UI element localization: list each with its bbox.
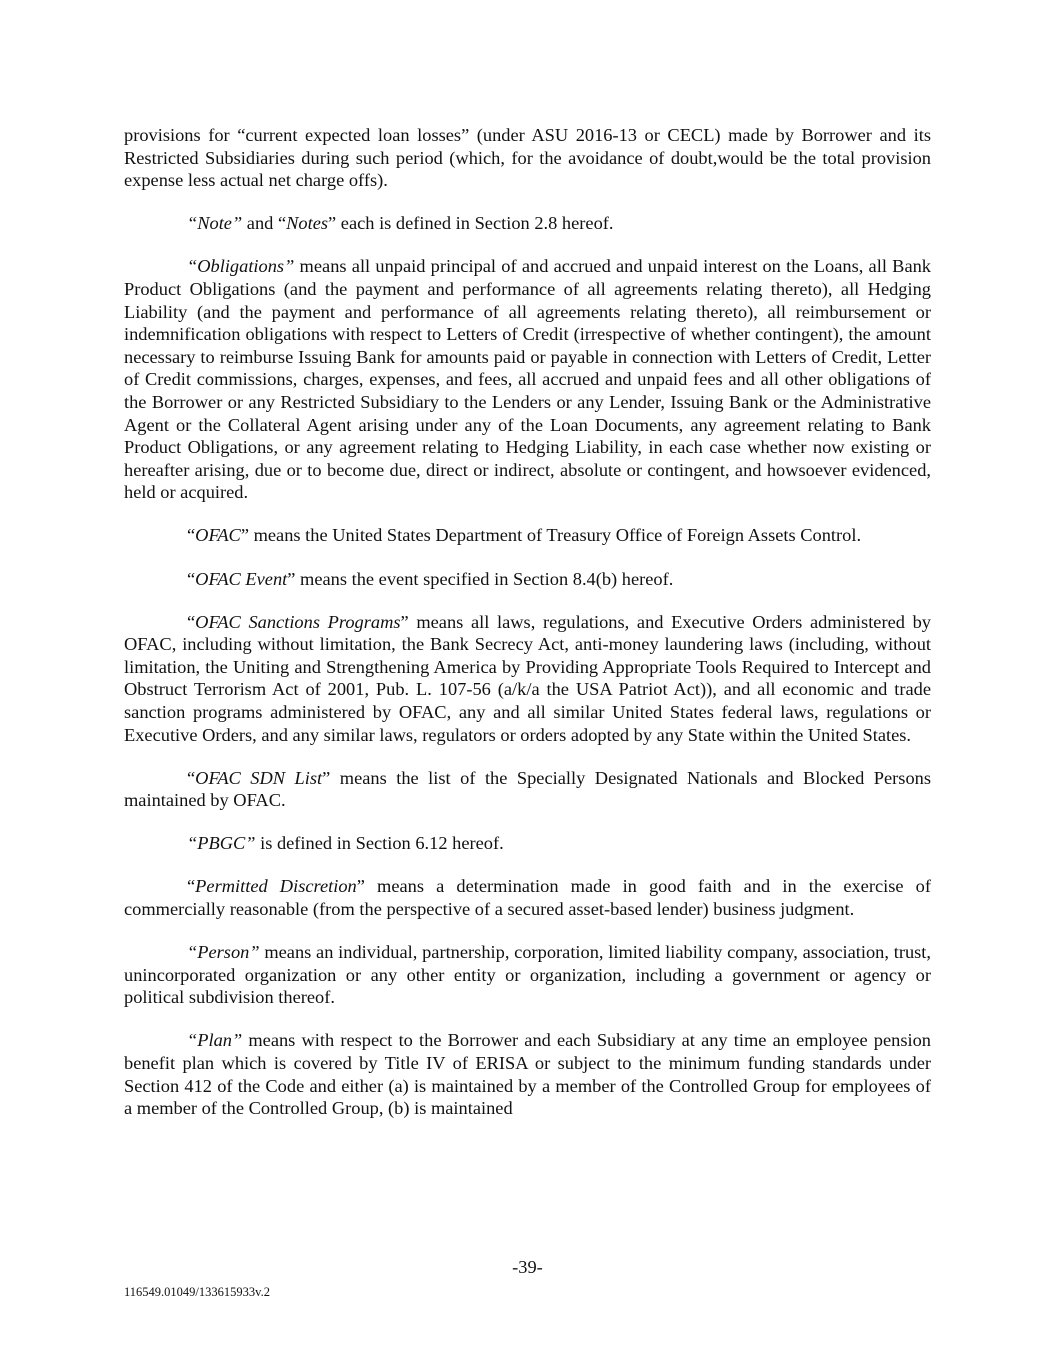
defined-term-obligations: Obligations” — [197, 256, 295, 277]
definition-permitted-discretion — [124, 875, 931, 920]
definition-text: means with respect to the Borrower and each Subsidiary at any time an employee pension benefit plan which is covered by Title IV of ERISA or subject to the minimum funding standards under Section 412 of the Code and either (a) is maintained by a member of the Controlled Group for employees of a member of the Controlled Group, (b) is maintained — [124, 1030, 931, 1119]
paragraph-cecl-continuation — [124, 124, 931, 192]
term-open-quote: “ — [187, 833, 198, 854]
defined-term-ofac-sanctions-programs: OFAC Sanctions Programs — [195, 611, 401, 632]
definition-ofac-event — [124, 568, 931, 591]
defined-term-plan: Plan” — [197, 1030, 243, 1051]
definition-connector: and “ — [242, 213, 287, 234]
defined-term-notes: Notes — [286, 213, 329, 234]
term-open-quote: “ — [187, 942, 198, 963]
definition-text: means an individual, partnership, corporation, limited liability company, association, trust, unincorporated organization or any other entity or organization, including a government or agency or political subdivision thereof. — [124, 942, 931, 1008]
defined-term-ofac-event: OFAC Event — [195, 568, 288, 589]
definition-text: ” means all laws, regulations, and Executive Orders administered by OFAC, including without limitation, the Bank Secrecy Act, anti-money laundering laws (including, without limitation, the Uniting and Strengthening America by Providing Appropriate Tools Required to Intercept and Obstruct Terrorism Act of 2001, Pub. L. 107-56 (a/k/a the USA Patriot Act)), and all economic and trade sanction programs administered by OFAC, any and all similar United States federal laws, regulations or Executive Orders, and any similar laws, regulators or orders adopted by any State within the United States. — [124, 611, 931, 745]
definition-text: ” means the United States Department of Treasury Office of Foreign Assets Control. — [240, 525, 862, 546]
term-open-quote: “ — [187, 213, 198, 234]
defined-term-ofac: OFAC — [195, 525, 241, 546]
definition-ofac-sdn-list — [124, 767, 931, 812]
defined-term-pbgc: PBGC” — [197, 833, 256, 854]
paragraph-text: provisions for “current expected loan losses” (under ASU 2016-13 or CECL) made by Borrower and its Restricted Subsidiaries during such period (which, for the avoidance of doubt,would be the total provision expense less actual net charge offs). — [124, 125, 931, 191]
defined-term-permitted-discretion: Permitted Discretion — [195, 876, 357, 897]
defined-term-ofac-sdn-list: OFAC SDN List — [195, 767, 323, 788]
document-body — [124, 124, 931, 1140]
term-open-quote: “ — [187, 611, 196, 632]
definition-person — [124, 941, 931, 1009]
definition-note — [124, 212, 931, 235]
definition-text: ” each is defined in Section 2.8 hereof. — [328, 213, 614, 234]
page-number: -39- — [512, 1257, 543, 1277]
term-open-quote: “ — [187, 876, 196, 897]
definition-text: is defined in Section 6.12 hereof. — [255, 833, 504, 854]
definition-ofac-sanctions-programs — [124, 611, 931, 747]
definition-text: ” means a determination made in good faith and in the exercise of commercially reasonable (from the perspective of a secured asset-based lender) business judgment. — [124, 876, 931, 920]
document-id-footer: 116549.01049/133615933v.2 — [124, 1285, 270, 1299]
definition-text: ” means the event specified in Section 8.4(b) hereof. — [287, 568, 674, 589]
term-open-quote: “ — [187, 525, 196, 546]
term-open-quote: “ — [187, 1030, 198, 1051]
term-open-quote: “ — [187, 767, 196, 788]
definition-obligations — [124, 255, 931, 504]
definition-ofac — [124, 524, 931, 547]
definition-plan — [124, 1029, 931, 1119]
definition-text: ” means the list of the Specially Designated Nationals and Blocked Persons maintained by OFAC. — [124, 767, 931, 811]
term-open-quote: “ — [187, 256, 198, 277]
definition-text: means all unpaid principal of and accrued and unpaid interest on the Loans, all Bank Product Obligations (and the payment and performance of all agreements relating thereto), all Hedging Liability (and the payment and performance of all agreements relating thereto), all reimbursement or indemnification obligations with respect to Letters of Credit (irrespective of whether contingent), the amount necessary to reimburse Issuing Bank for amounts paid or payable in connection with Letters of Credit, Letter of Credit commissions, charges, expenses, and fees, all accrued and unpaid fees and all other obligations of the Borrower or any Restricted Subsidiary to the Lenders or any Lender, Issuing Bank or the Administrative Agent or the Collateral Agent arising under any of the Loan Documents, any agreement relating to Bank Product Obligations, or any agreement relating to Hedging Liability, in each case whether now existing or hereafter arising, due or to become due, direct or indirect, absolute or contingent, and howsoever evidenced, held or acquired. — [124, 256, 931, 503]
defined-term-person: Person” — [197, 942, 260, 963]
defined-term-note: Note” — [197, 213, 243, 234]
definition-pbgc — [124, 832, 931, 855]
term-open-quote: “ — [187, 568, 196, 589]
